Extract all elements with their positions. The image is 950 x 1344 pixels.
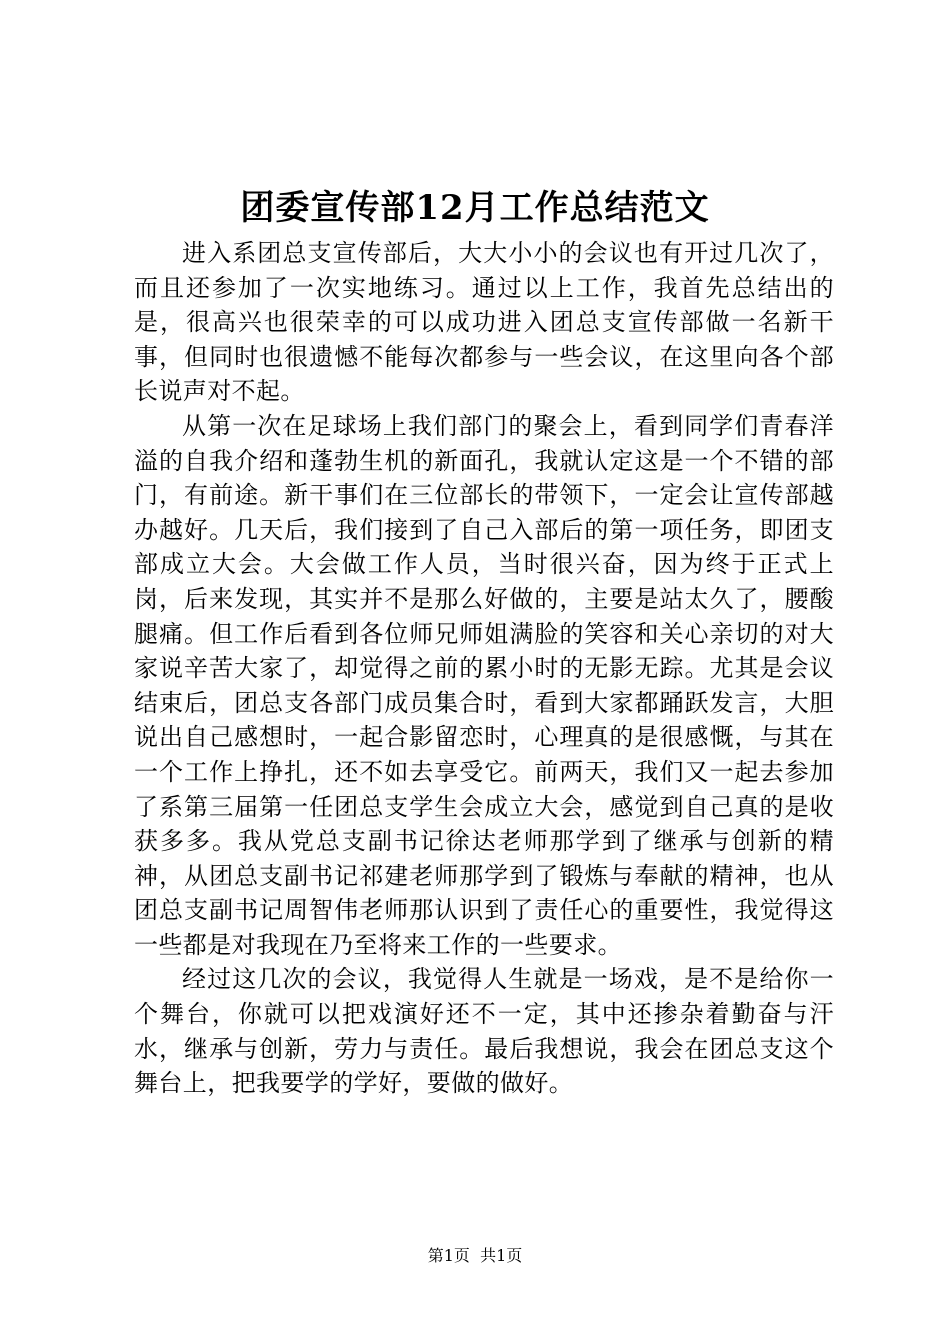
page-total: 共1页 <box>480 1246 523 1265</box>
page-number: 第1页 <box>427 1246 470 1265</box>
page-footer <box>0 1244 950 1268</box>
paragraph: 经过这几次的会议，我觉得人生就是一场戏，是不是给你一个舞台，你就可以把戏演好还不一定，其中还掺杂着勤奋与汗水，继承与创新，劳力与责任。最后我想说，我会在团总支这个舞台上，把我要学的学好，要做的做好。 <box>134 965 834 1098</box>
paragraph: 从第一次在足球场上我们部门的聚会上，看到同学们青春洋溢的自我介绍和蓬勃生机的新面孔，我就认定这是一个不错的部门，有前途。新干事们在三位部长的带领下，一定会让宣传部越办越好。几天后，我们接到了自己入部后的第一项任务，即团支部成立大会。大会做工作人员，当时很兴奋，因为终于正式上岗，后来发现，其实并不是那么好做的，主要是站太久了，腰酸腿痛。但工作后看到各位师兄师姐满脸的笑容和关心亲切的对大家说辛苦大家了，却觉得之前的累小时的无影无踪。尤其是会议结束后，团总支各部门成员集合时，看到大家都踊跃发言，大胆说出自己感想时，一起合影留恋时，心理真的是很感慨，与其在一个工作上挣扎，还不如去享受它。前两天，我们又一起去参加了系第三届第一任团总支学生会成立大会，感觉到自己真的是收获多多。我从党总支副书记徐达老师那学到了继承与创新的精神，从团总支副书记祁建老师那学到了锻炼与奉献的精神，也从团总支副书记周智伟老师那认识到了责任心的重要性，我觉得这一些都是对我现在乃至将来工作的一些要求。 <box>134 411 834 959</box>
document-body <box>134 236 834 1101</box>
document-title: 团委宣传部12月工作总结范文 <box>240 188 710 228</box>
paragraph: 进入系团总支宣传部后，大大小小的会议也有开过几次了，而且还参加了一次实地练习。通过以上工作，我首先总结出的是，很高兴也很荣幸的可以成功进入团总支宣传部做一名新干事，但同时也很遗憾不能每次都参与一些会议，在这里向各个部长说声对不起。 <box>134 239 834 406</box>
